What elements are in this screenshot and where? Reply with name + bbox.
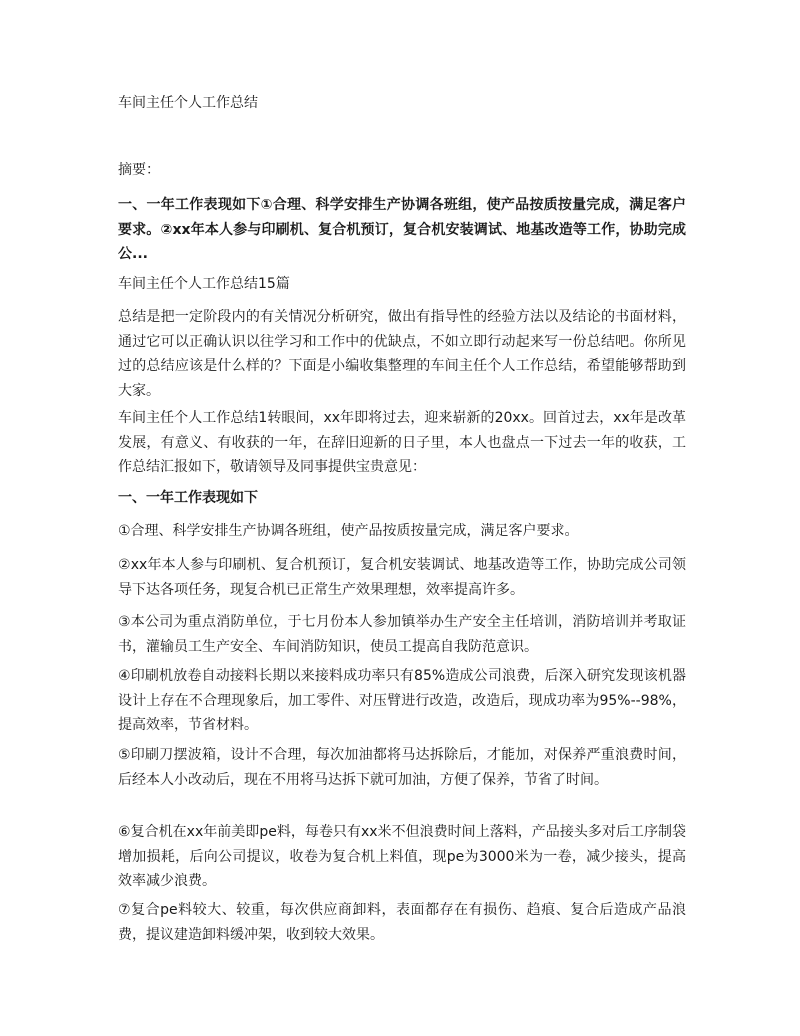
- opening-paragraph: 车间主任个人工作总结1转眼间，xx年即将过去，迎来崭新的20xx。回首过去，xx年是改革发展，有意义、有收获的一年，在辞旧迎新的日子里，本人也盘点一下过去一年的收获，工作总结汇报如下，敬请领导及同事提供宝贵意见：: [118, 410, 686, 475]
- section-heading: 一、一年工作表现如下: [118, 490, 258, 506]
- abstract-text: 一、一年工作表现如下①合理、科学安排生产协调各班组，使产品按质按量完成，满足客户要求。②xx年本人参与印刷机、复合机预订，复合机安装调试、地基改造等工作，协助完成公...: [118, 197, 686, 262]
- list-item: ④印刷机放卷自动接料长期以来接料成功率只有85%造成公司浪费，后深入研究发现该机器设计上存在不合理现象后，加工零件、对压臂进行改造，改造后，现成功率为95%--98%，提高效率，节省材料。: [118, 668, 686, 733]
- list-item: ⑤印刷刀摆波箱，设计不合理，每次加油都将马达拆除后，才能加，对保养严重浪费时间，后经本人小改动后，现在不用将马达拆下就可加油，方便了保养，节省了时间。: [118, 747, 686, 788]
- abstract-label: 摘要：: [118, 162, 160, 178]
- intro-paragraph: 总结是把一定阶段内的有关情况分析研究，做出有指导性的经验方法以及结论的书面材料，通过它可以正确认识以往学习和工作中的优缺点，不如立即行动起来写一份总结吧。你所见过的总结应该是什么样的？下面是小编收集整理的车间主任个人工作总结，希望能够帮助到大家。: [118, 309, 686, 399]
- subtitle: 车间主任个人工作总结15篇: [118, 276, 290, 292]
- list-item: ③本公司为重点消防单位，于七月份本人参加镇举办生产安全主任培训，消防培训并考取证书，灌输员工生产安全、车间消防知识，使员工提高自我防范意识。: [118, 614, 686, 655]
- list-item: ①合理、科学安排生产协调各班组，使产品按质按量完成，满足客户要求。: [118, 523, 579, 539]
- list-item: ②xx年本人参与印刷机、复合机预订，复合机安装调试、地基改造等工作，协助完成公司领导下达各项任务，现复合机已正常生产效果理想，效率提高许多。: [118, 557, 686, 598]
- document-title: 车间主任个人工作总结: [118, 95, 258, 111]
- list-item: ⑦复合pe料较大、较重，每次供应商卸料，表面都存在有损伤、趋痕、复合后造成产品浪费，提议建造卸料缓冲架，收到较大效果。: [118, 902, 686, 943]
- list-item: ⑥复合机在xx年前美即pe料，每卷只有xx米不但浪费时间上落料，产品接头多对后工序制袋增加损耗，后向公司提议，收卷为复合机上料值，现pe为3000米为一卷，减少接头，提高效率减少浪费。: [118, 824, 686, 889]
